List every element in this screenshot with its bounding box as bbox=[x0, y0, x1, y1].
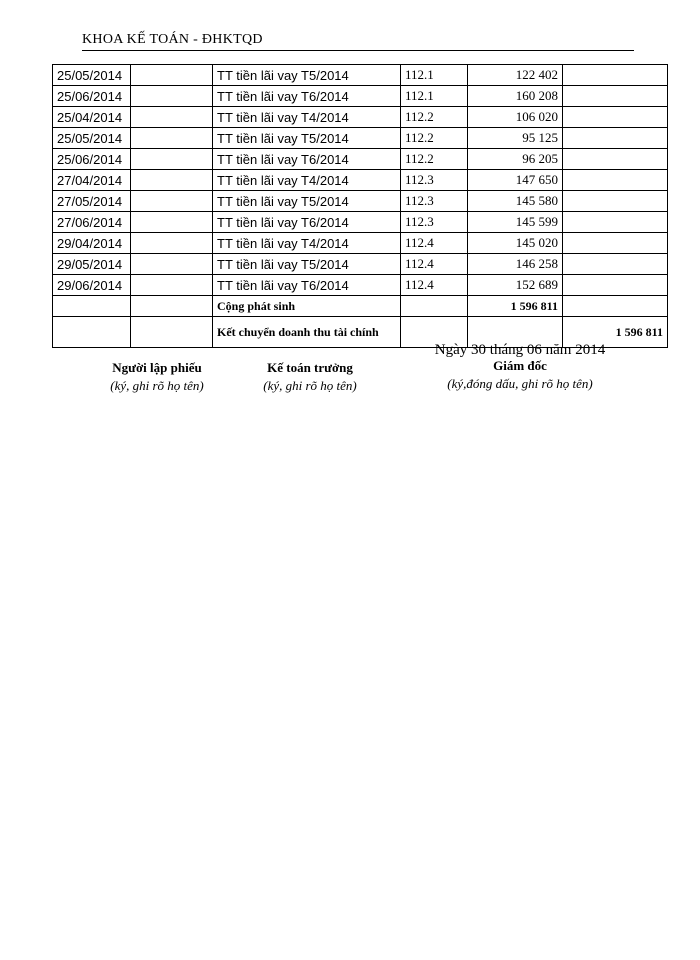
total-date-cell bbox=[53, 296, 131, 317]
table-row bbox=[53, 65, 668, 86]
row-doc bbox=[131, 170, 213, 191]
row-description: TT tiền lãi vay T6/2014 bbox=[213, 212, 401, 233]
ledger-table bbox=[52, 64, 668, 348]
row-date: 27/05/2014 bbox=[53, 191, 131, 212]
total-row bbox=[53, 296, 668, 317]
row-account: 112.3 bbox=[401, 191, 468, 212]
table-row bbox=[53, 107, 668, 128]
row-doc bbox=[131, 128, 213, 149]
row-account: 112.2 bbox=[401, 149, 468, 170]
row-debit: 106 020 bbox=[468, 107, 563, 128]
total-doc-cell bbox=[131, 296, 213, 317]
row-credit bbox=[563, 86, 668, 107]
row-debit: 145 020 bbox=[468, 233, 563, 254]
row-account: 112.4 bbox=[401, 233, 468, 254]
signature-note: (ký, ghi rõ họ tên) bbox=[263, 378, 357, 393]
row-doc bbox=[131, 149, 213, 170]
row-debit: 146 258 bbox=[468, 254, 563, 275]
row-description: TT tiền lãi vay T6/2014 bbox=[213, 86, 401, 107]
row-debit: 145 580 bbox=[468, 191, 563, 212]
row-account: 112.4 bbox=[401, 275, 468, 296]
row-credit bbox=[563, 191, 668, 212]
row-date: 25/06/2014 bbox=[53, 149, 131, 170]
row-doc bbox=[131, 275, 213, 296]
table-row bbox=[53, 233, 668, 254]
row-date: 25/04/2014 bbox=[53, 107, 131, 128]
row-date: 29/05/2014 bbox=[53, 254, 131, 275]
table-row bbox=[53, 170, 668, 191]
row-debit: 152 689 bbox=[468, 275, 563, 296]
row-credit bbox=[563, 65, 668, 86]
row-date: 27/06/2014 bbox=[53, 212, 131, 233]
signature-note: (ký,đóng dấu, ghi rõ họ tên) bbox=[447, 376, 593, 391]
table-row bbox=[53, 149, 668, 170]
row-credit bbox=[563, 170, 668, 191]
table-row bbox=[53, 128, 668, 149]
row-credit bbox=[563, 275, 668, 296]
table-row bbox=[53, 191, 668, 212]
row-description: TT tiền lãi vay T6/2014 bbox=[213, 275, 401, 296]
row-account: 112.3 bbox=[401, 212, 468, 233]
sign-date: Ngày 30 tháng 06 năm 2014 bbox=[434, 342, 606, 358]
total-credit-cell bbox=[563, 296, 668, 317]
row-credit bbox=[563, 107, 668, 128]
row-account: 112.4 bbox=[401, 254, 468, 275]
signature-note: (ký, ghi rõ họ tên) bbox=[110, 378, 204, 393]
row-credit bbox=[563, 233, 668, 254]
row-credit bbox=[563, 149, 668, 170]
row-debit: 145 599 bbox=[468, 212, 563, 233]
row-credit bbox=[563, 254, 668, 275]
row-doc bbox=[131, 233, 213, 254]
transfer-credit: 1 596 811 bbox=[563, 317, 668, 348]
row-credit bbox=[563, 128, 668, 149]
row-description: TT tiền lãi vay T5/2014 bbox=[213, 254, 401, 275]
table-row bbox=[53, 275, 668, 296]
row-date: 29/04/2014 bbox=[53, 233, 131, 254]
row-account: 112.2 bbox=[401, 128, 468, 149]
row-debit: 95 125 bbox=[468, 128, 563, 149]
transfer-date-cell bbox=[53, 317, 131, 348]
row-debit: 147 650 bbox=[468, 170, 563, 191]
row-date: 25/05/2014 bbox=[53, 65, 131, 86]
signature-chief-accountant bbox=[235, 360, 385, 394]
table-row bbox=[53, 86, 668, 107]
table-row bbox=[53, 212, 668, 233]
row-doc bbox=[131, 65, 213, 86]
table-row bbox=[53, 254, 668, 275]
row-doc bbox=[131, 191, 213, 212]
row-debit: 96 205 bbox=[468, 149, 563, 170]
total-debit: 1 596 811 bbox=[468, 296, 563, 317]
row-account: 112.3 bbox=[401, 170, 468, 191]
row-doc bbox=[131, 107, 213, 128]
row-description: TT tiền lãi vay T5/2014 bbox=[213, 191, 401, 212]
row-account: 112.2 bbox=[401, 107, 468, 128]
row-debit: 122 402 bbox=[468, 65, 563, 86]
row-credit bbox=[563, 212, 668, 233]
row-date: 27/04/2014 bbox=[53, 170, 131, 191]
row-description: TT tiền lãi vay T5/2014 bbox=[213, 65, 401, 86]
row-doc bbox=[131, 86, 213, 107]
row-date: 25/05/2014 bbox=[53, 128, 131, 149]
signature-title: Người lập phiếu bbox=[112, 360, 202, 375]
row-account: 112.1 bbox=[401, 65, 468, 86]
row-date: 25/06/2014 bbox=[53, 86, 131, 107]
row-description: TT tiền lãi vay T4/2014 bbox=[213, 233, 401, 254]
row-debit: 160 208 bbox=[468, 86, 563, 107]
row-description: TT tiền lãi vay T6/2014 bbox=[213, 149, 401, 170]
transfer-doc-cell bbox=[131, 317, 213, 348]
row-description: TT tiền lãi vay T5/2014 bbox=[213, 128, 401, 149]
signature-preparer bbox=[82, 360, 232, 394]
total-label: Cộng phát sinh bbox=[213, 296, 401, 317]
row-doc bbox=[131, 212, 213, 233]
row-date: 29/06/2014 bbox=[53, 275, 131, 296]
total-acct-cell bbox=[401, 296, 468, 317]
header-divider bbox=[82, 50, 634, 51]
transfer-label: Kết chuyển doanh thu tài chính bbox=[213, 317, 401, 348]
row-description: TT tiền lãi vay T4/2014 bbox=[213, 170, 401, 191]
row-description: TT tiền lãi vay T4/2014 bbox=[213, 107, 401, 128]
page-header: KHOA KẾ TOÁN - ĐHKTQD bbox=[82, 32, 263, 47]
signature-title: Kế toán trưởng bbox=[267, 360, 353, 375]
signature-director bbox=[420, 358, 620, 392]
row-doc bbox=[131, 254, 213, 275]
row-account: 112.1 bbox=[401, 86, 468, 107]
signature-title: Giám đốc bbox=[493, 358, 547, 373]
